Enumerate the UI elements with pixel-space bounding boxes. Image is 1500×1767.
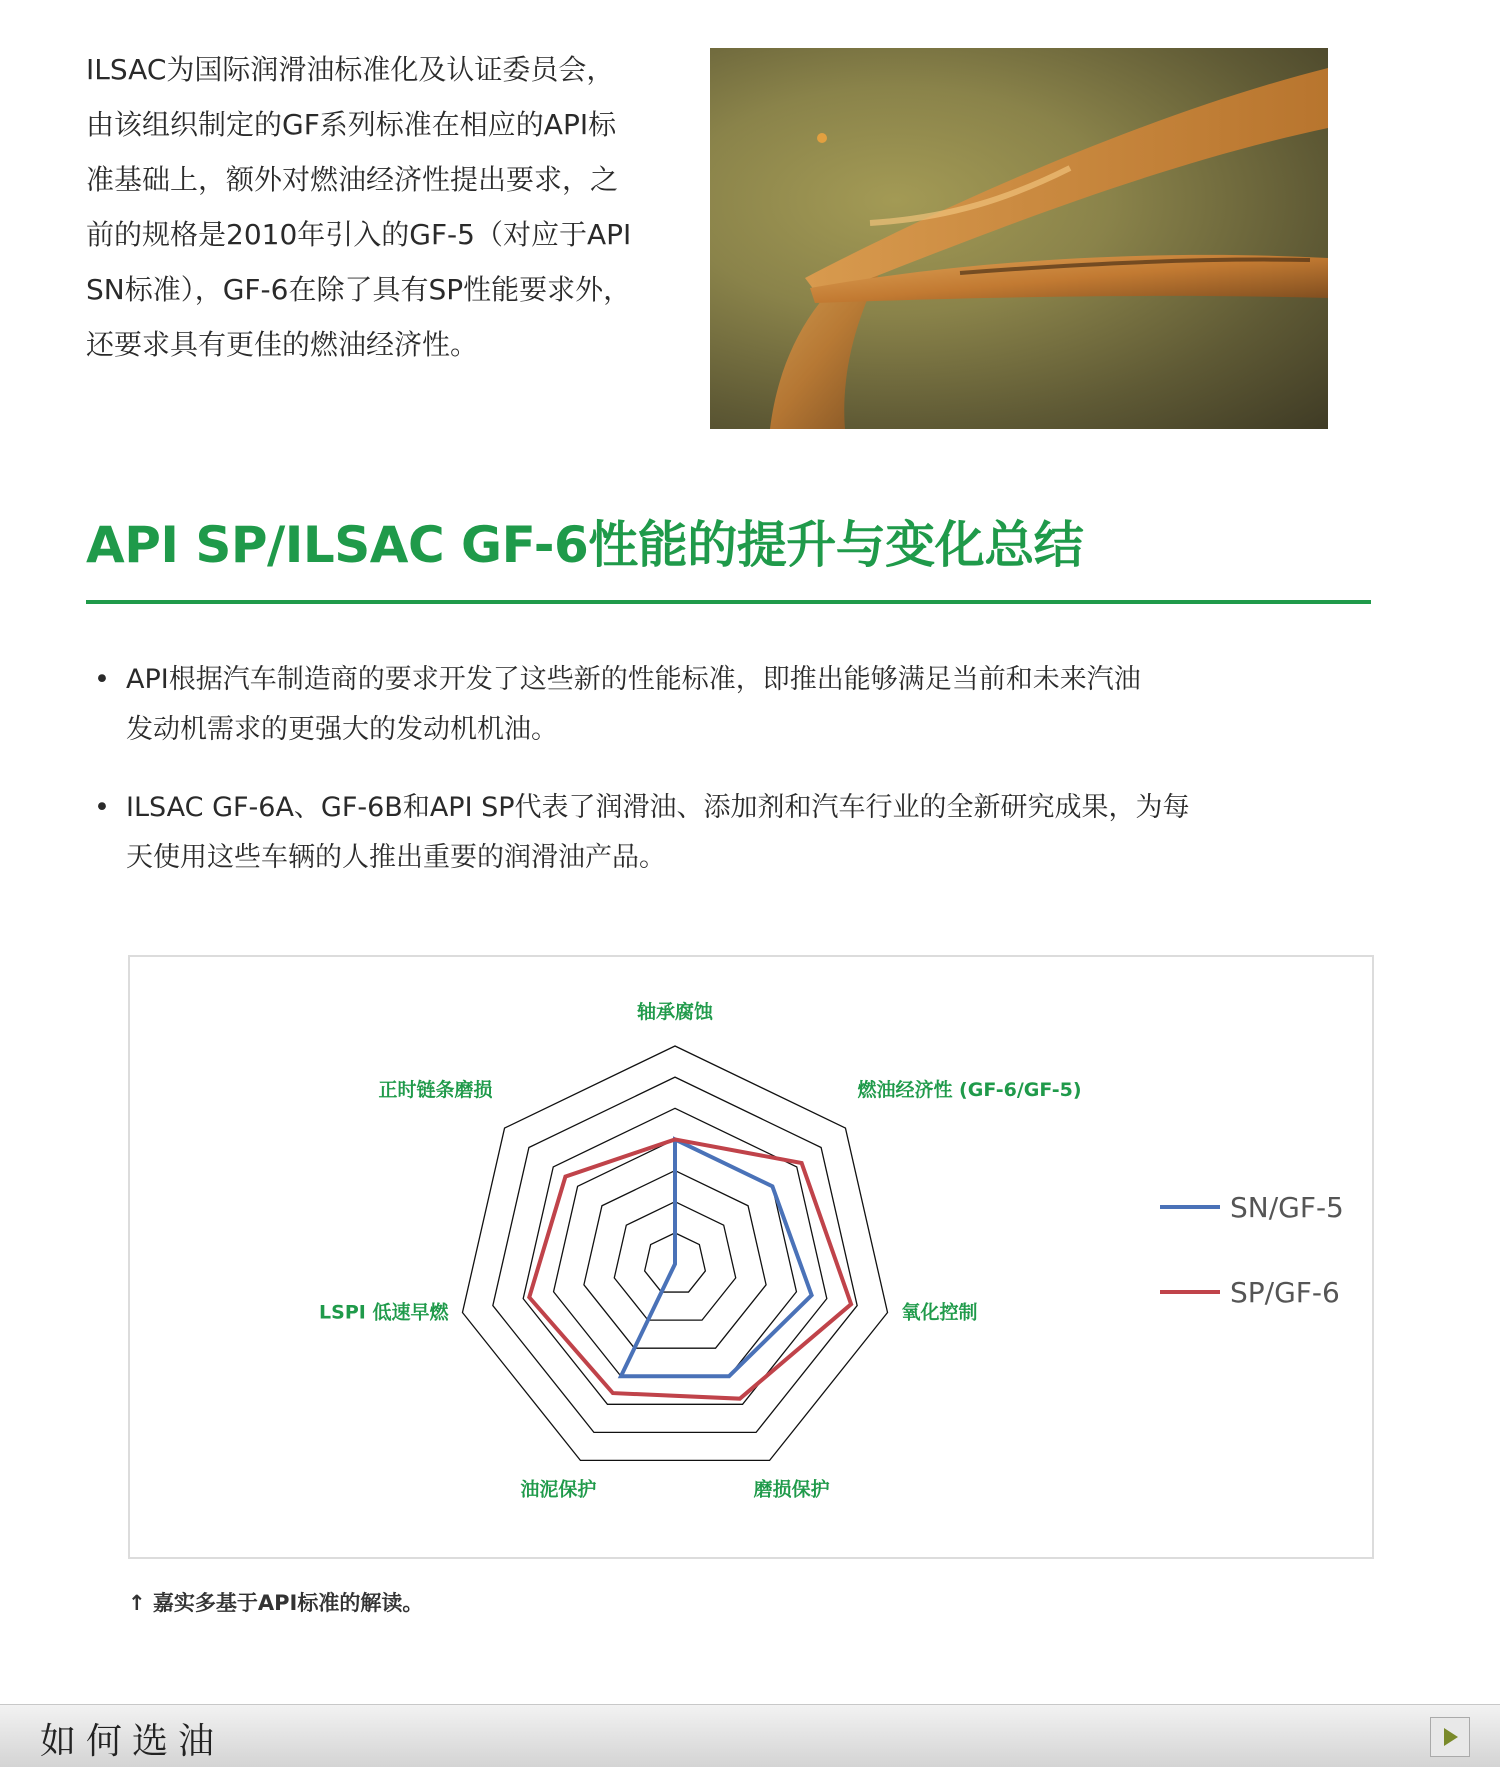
intro-line: 由该组织制定的GF系列标准在相应的API标 xyxy=(86,108,617,141)
bullet-item xyxy=(86,655,1346,755)
intro-line: 前的规格是2010年引入的GF-5（对应于API xyxy=(86,218,632,251)
bullet-dot: • xyxy=(94,792,110,823)
intro-paragraph xyxy=(86,42,666,372)
axis-label: LSPI 低速早燃 xyxy=(319,1301,449,1324)
chart-footnote: ↑ 嘉实多基于API标准的解读。 xyxy=(128,1591,424,1615)
bottom-bar xyxy=(0,1704,1500,1767)
intro-line: ILSAC为国际润滑油标准化及认证委员会， xyxy=(86,53,615,86)
series-sn-gf-5-polygon xyxy=(621,1139,812,1376)
legend-label: SP/GF-6 xyxy=(1230,1276,1340,1309)
play-icon[interactable] xyxy=(1430,1717,1470,1757)
axis-label: 磨损保护 xyxy=(753,1478,830,1501)
section-divider xyxy=(86,600,1371,604)
section-title: API SP/ILSAC GF-6性能的提升与变化总结 xyxy=(86,516,1084,574)
intro-line: 准基础上，额外对燃油经济性提出要求，之 xyxy=(86,163,619,196)
axis-label: 油泥保护 xyxy=(520,1478,597,1501)
oil-coating-photo xyxy=(710,48,1328,429)
bullet-line: 天使用这些车辆的人推出重要的润滑油产品。 xyxy=(126,842,666,873)
bullet-list xyxy=(86,655,1346,911)
axis-label: 氧化控制 xyxy=(901,1301,978,1324)
intro-line: SN标准），GF-6在除了具有SP性能要求外， xyxy=(86,273,632,306)
legend-label: SN/GF-5 xyxy=(1230,1191,1344,1224)
bullet-line: API根据汽车制造商的要求开发了这些新的性能标准，即推出能够满足当前和未来汽油 xyxy=(126,664,1141,695)
intro-line: 还要求具有更佳的燃油经济性。 xyxy=(86,328,479,361)
bullet-item xyxy=(86,783,1346,883)
axis-label: 燃油经济性 (GF-6/GF-5) xyxy=(857,1079,1082,1102)
radar-chart xyxy=(130,957,1372,1557)
radar-chart-panel xyxy=(128,955,1374,1559)
bullet-line: ILSAC GF-6A、GF-6B和API SP代表了润滑油、添加剂和汽车行业的全新研究成果，为每 xyxy=(126,792,1190,823)
axis-label: 轴承腐蚀 xyxy=(636,1001,714,1023)
bottom-bar-title: 如何选油 xyxy=(40,1721,225,1762)
bullet-line: 发动机需求的更强大的发动机机油。 xyxy=(126,714,558,745)
bullet-dot: • xyxy=(94,664,110,695)
axis-label: 正时链条磨损 xyxy=(378,1079,493,1102)
